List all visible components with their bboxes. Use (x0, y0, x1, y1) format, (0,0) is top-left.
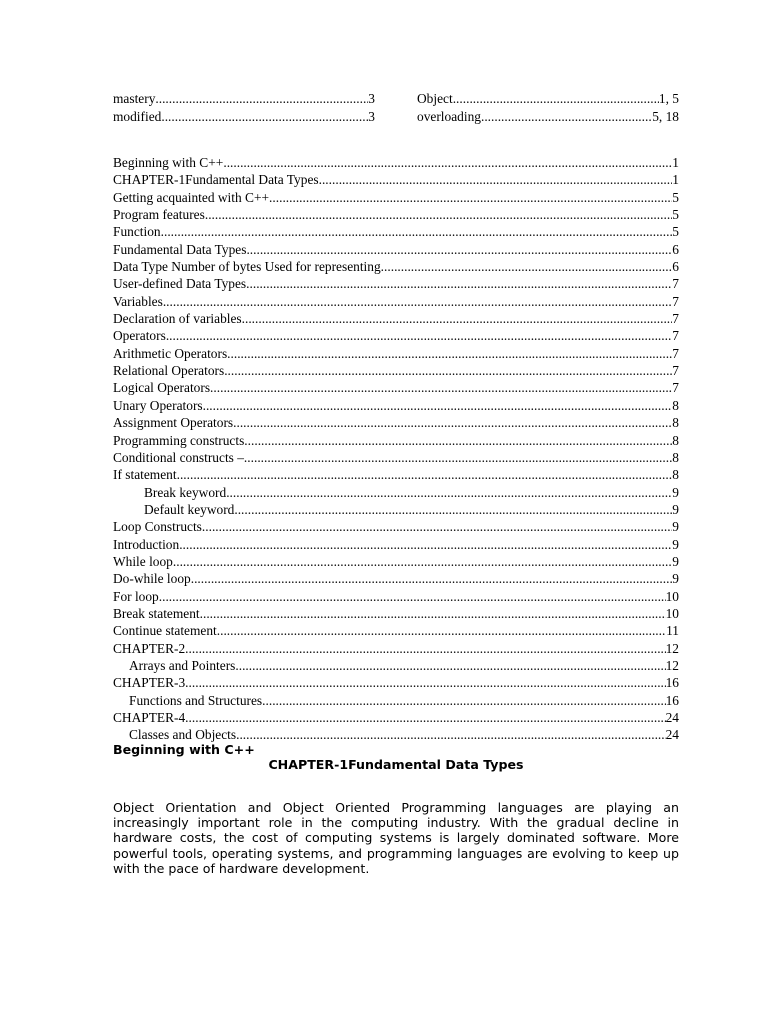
entry-page-number: 9 (672, 519, 679, 535)
dot-leader (234, 501, 672, 518)
entry-label: CHAPTER-4 (113, 710, 186, 725)
index-column-left (113, 90, 375, 125)
entry-label: Do-while loop (113, 571, 191, 587)
dot-leader (262, 692, 665, 709)
entry-page-number: 1, 5 (658, 91, 679, 106)
toc-entry[interactable] (113, 397, 679, 414)
entry-page-number: 7 (672, 363, 679, 379)
toc-entry[interactable] (113, 206, 679, 223)
entry-label: Introduction (113, 536, 180, 552)
entry-label: overloading (417, 108, 481, 124)
entry-page-number: 7 (672, 293, 679, 309)
entry-label: Classes and Objects (129, 727, 237, 743)
entry-label: Unary Operators (113, 397, 203, 413)
entry-label: Arrays and Pointers (129, 657, 236, 673)
dot-leader (200, 605, 666, 622)
entry-label: Functions and Structures (129, 692, 263, 708)
entry-page-number: 12 (665, 640, 679, 656)
toc-entry[interactable] (113, 432, 679, 449)
entry-page-number: 8 (672, 432, 679, 448)
table-of-contents (113, 154, 679, 744)
entry-label: Logical Operators (113, 380, 211, 396)
entry-page-number: 5, 18 (652, 108, 679, 124)
entry-page-number: 10 (665, 605, 679, 621)
entry-page-number: 1 (672, 155, 679, 170)
entry-page-number: 9 (672, 553, 679, 569)
toc-entry[interactable] (113, 536, 679, 553)
entry-label: modified (113, 108, 162, 124)
dot-leader (269, 189, 672, 206)
entry-label: Break keyword (144, 484, 227, 500)
toc-entry[interactable] (113, 501, 679, 518)
entry-page-number: 6 (672, 241, 679, 257)
dot-leader (453, 90, 659, 108)
entry-label: Break statement (113, 605, 200, 621)
dot-leader (159, 588, 666, 605)
toc-entry[interactable] (113, 379, 679, 396)
dot-leader (185, 640, 665, 657)
toc-entry[interactable] (113, 518, 679, 535)
dot-leader (205, 206, 672, 223)
entry-label: Assignment Operators (113, 415, 234, 431)
dot-leader (185, 674, 665, 691)
toc-entry[interactable] (113, 674, 679, 691)
toc-entry[interactable] (113, 293, 679, 310)
entry-page-number: 8 (672, 415, 679, 431)
entry-label: Conditional constructs – (113, 449, 244, 465)
dot-leader (246, 275, 672, 292)
entry-label: Data Type Number of bytes Used for representing (113, 259, 381, 275)
dot-leader (203, 397, 673, 414)
toc-entry[interactable] (113, 640, 679, 657)
toc-entry[interactable] (113, 310, 679, 327)
entry-label: Getting acquainted with C++ (113, 189, 270, 205)
entry-label: CHAPTER-2 (113, 640, 186, 656)
dot-leader (381, 258, 673, 275)
index-section (113, 90, 679, 125)
toc-entry[interactable] (113, 189, 679, 206)
toc-entry[interactable] (113, 241, 679, 258)
dot-leader (233, 414, 672, 431)
dot-leader (244, 432, 672, 449)
toc-entry[interactable] (113, 605, 679, 622)
entry-label: Object (417, 91, 453, 106)
entry-page-number: 11 (666, 623, 679, 639)
dot-leader (236, 726, 666, 743)
dot-leader (161, 223, 673, 240)
entry-page-number: 9 (672, 571, 679, 587)
dot-leader (217, 622, 666, 639)
toc-entry[interactable] (113, 258, 679, 275)
toc-entry[interactable] (113, 362, 679, 379)
toc-entry[interactable] (113, 154, 679, 171)
toc-entry[interactable] (113, 570, 679, 587)
entry-page-number: 12 (665, 657, 679, 673)
entry-label: Function (113, 224, 161, 240)
entry-page-number: 7 (672, 328, 679, 344)
intro-paragraph: Object Orientation and Object Oriented Programming languages are playing an increasingly important role in the computing industry. With the gradual decline in hardware costs, the cost of computing systems is largely dominated software. More powerful tools, operating systems, and programming languages are evolving to keep up with the pace of hardware development. (113, 800, 679, 876)
dot-leader (191, 570, 673, 587)
dot-leader (166, 327, 672, 344)
dot-leader (227, 345, 672, 362)
entry-label: Variables (113, 293, 163, 309)
toc-entry[interactable] (113, 223, 679, 240)
section-heading: Beginning with C++ (113, 742, 255, 757)
dot-leader (226, 484, 672, 501)
entry-label: Arithmetic Operators (113, 345, 228, 361)
dot-leader (481, 108, 652, 126)
chapter-heading: CHAPTER-1Fundamental Data Types (268, 757, 524, 772)
entry-page-number: 7 (672, 345, 679, 361)
toc-entry[interactable] (113, 327, 679, 344)
toc-entry[interactable] (113, 709, 679, 726)
entry-page-number: 1 (672, 172, 679, 188)
dot-leader (155, 90, 368, 108)
entry-page-number: 8 (672, 467, 679, 483)
index-entry[interactable] (113, 108, 375, 126)
entry-page-number: 16 (665, 675, 679, 691)
entry-label: For loop (113, 588, 159, 604)
dot-leader (242, 310, 673, 327)
dot-leader (177, 466, 673, 483)
dot-leader (223, 154, 672, 171)
entry-label: Relational Operators (113, 363, 225, 379)
dot-leader (244, 449, 672, 466)
dot-leader (202, 518, 672, 535)
index-column-right (417, 90, 679, 125)
entry-label: mastery (113, 91, 156, 106)
entry-label: Program features (113, 207, 205, 223)
toc-entry[interactable] (113, 466, 679, 483)
entry-page-number: 24 (665, 710, 679, 725)
dot-leader (161, 108, 368, 126)
entry-label: While loop (113, 553, 173, 569)
entry-label: CHAPTER-3 (113, 675, 186, 691)
dot-leader (224, 362, 672, 379)
entry-page-number: 16 (665, 692, 679, 708)
index-entry[interactable] (113, 90, 375, 108)
entry-page-number: 5 (672, 207, 679, 223)
toc-entry[interactable] (113, 588, 679, 605)
entry-page-number: 24 (665, 727, 679, 743)
dot-leader (246, 241, 672, 258)
toc-entry[interactable] (113, 657, 679, 674)
entry-page-number: 7 (672, 380, 679, 396)
entry-label: Programming constructs (113, 432, 245, 448)
entry-label: Fundamental Data Types (113, 241, 247, 257)
toc-entry[interactable] (113, 449, 679, 466)
toc-entry[interactable] (113, 414, 679, 431)
entry-page-number: 10 (665, 588, 679, 604)
entry-page-number: 5 (672, 189, 679, 205)
dot-leader (179, 536, 672, 553)
entry-label: Default keyword (144, 501, 235, 517)
entry-label: If statement (113, 467, 177, 483)
toc-entry[interactable] (113, 345, 679, 362)
entry-label: Loop Constructs (113, 519, 202, 535)
entry-label: Declaration of variables (113, 311, 242, 327)
entry-page-number: 3 (368, 91, 375, 106)
entry-label: CHAPTER-1Fundamental Data Types (113, 172, 319, 188)
dot-leader (163, 293, 672, 310)
entry-page-number: 8 (672, 397, 679, 413)
entry-page-number: 7 (672, 311, 679, 327)
entry-page-number: 6 (672, 259, 679, 275)
entry-page-number: 3 (368, 108, 375, 124)
dot-leader (235, 657, 665, 674)
toc-entry[interactable] (113, 553, 679, 570)
dot-leader (185, 709, 665, 726)
entry-page-number: 5 (672, 224, 679, 240)
dot-leader (173, 553, 672, 570)
toc-entry[interactable] (113, 484, 679, 501)
toc-entry[interactable] (113, 275, 679, 292)
toc-entry[interactable] (113, 622, 679, 639)
entry-label: Operators (113, 328, 166, 344)
toc-entry[interactable] (113, 692, 679, 709)
index-entry[interactable] (417, 90, 679, 108)
index-entry[interactable] (417, 108, 679, 126)
entry-label: Continue statement (113, 623, 217, 639)
entry-label: User-defined Data Types (113, 276, 247, 292)
entry-label: Beginning with C++ (113, 155, 224, 170)
dot-leader (210, 379, 672, 396)
entry-page-number: 9 (672, 484, 679, 500)
entry-page-number: 9 (672, 536, 679, 552)
toc-entry[interactable] (113, 171, 679, 188)
entry-page-number: 9 (672, 501, 679, 517)
entry-page-number: 8 (672, 449, 679, 465)
dot-leader (319, 171, 673, 188)
entry-page-number: 7 (672, 276, 679, 292)
